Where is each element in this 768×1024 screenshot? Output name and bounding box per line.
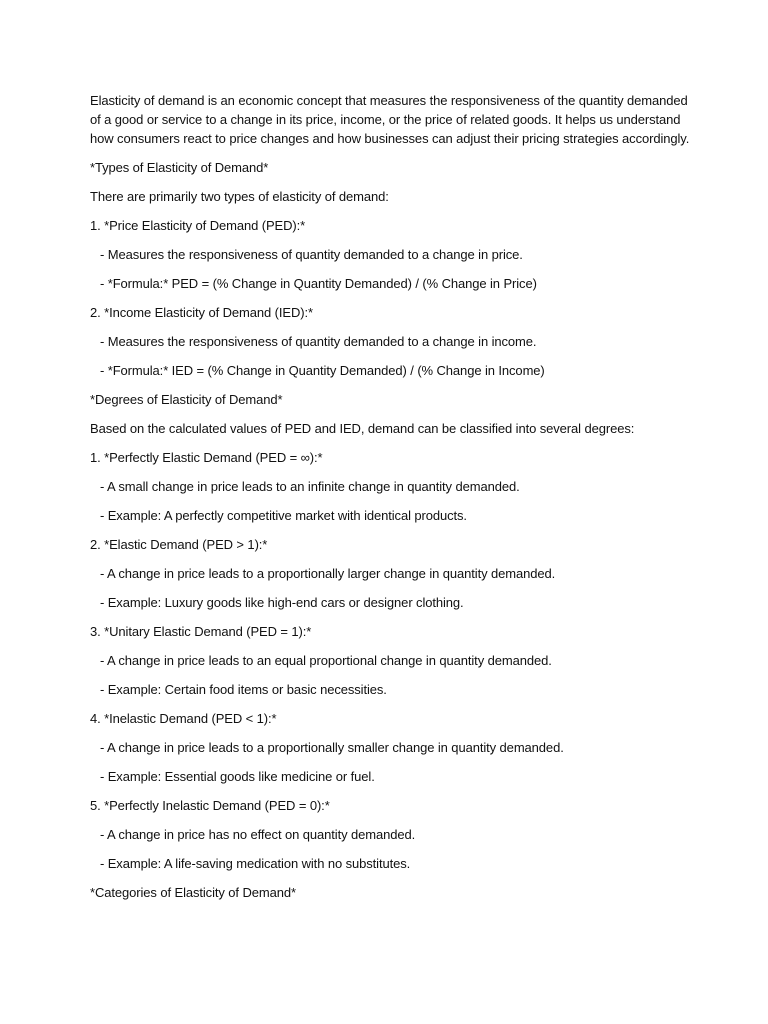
degree-1-example: - Example: A perfectly competitive market with identical products. xyxy=(100,507,467,523)
degree-1-heading: 1. *Perfectly Elastic Demand (PED = ∞):* xyxy=(90,449,323,465)
types-heading: *Types of Elasticity of Demand* xyxy=(90,159,269,175)
degrees-intro: Based on the calculated values of PED and IED, demand can be classified into several degrees: xyxy=(90,420,635,436)
ped-heading: 1. *Price Elasticity of Demand (PED):* xyxy=(90,217,306,233)
degree-4-example: - Example: Essential goods like medicine or fuel. xyxy=(100,768,375,784)
degree-3-example: - Example: Certain food items or basic necessities. xyxy=(100,681,387,697)
document-body xyxy=(90,92,690,913)
ied-formula: - *Formula:* IED = (% Change in Quantity Demanded) / (% Change in Income) xyxy=(100,362,545,378)
ied-description: - Measures the responsiveness of quantity demanded to a change in income. xyxy=(100,333,537,349)
degree-2-example: - Example: Luxury goods like high-end cars or designer clothing. xyxy=(100,594,464,610)
degree-1-description: - A small change in price leads to an infinite change in quantity demanded. xyxy=(100,478,520,494)
degree-2-description: - A change in price leads to a proportionally larger change in quantity demanded. xyxy=(100,565,556,581)
categories-heading: *Categories of Elasticity of Demand* xyxy=(90,884,296,900)
types-intro: There are primarily two types of elasticity of demand: xyxy=(90,188,389,204)
degree-5-heading: 5. *Perfectly Inelastic Demand (PED = 0):* xyxy=(90,797,330,813)
degrees-heading: *Degrees of Elasticity of Demand* xyxy=(90,391,283,407)
intro-paragraph: Elasticity of demand is an economic concept that measures the responsiveness of the quantity demanded of a good or service to a change in its price, income, or the price of related goods. It helps us understand how consumers react to price changes and how businesses can adjust their pricing strategies accordingly. xyxy=(90,93,690,146)
ped-formula: - *Formula:* PED = (% Change in Quantity Demanded) / (% Change in Price) xyxy=(100,275,537,291)
degree-5-example: - Example: A life-saving medication with no substitutes. xyxy=(100,855,411,871)
degree-3-heading: 3. *Unitary Elastic Demand (PED = 1):* xyxy=(90,623,312,639)
degree-4-description: - A change in price leads to a proportionally smaller change in quantity demanded. xyxy=(100,739,564,755)
degree-3-description: - A change in price leads to an equal proportional change in quantity demanded. xyxy=(100,652,552,668)
degree-2-heading: 2. *Elastic Demand (PED > 1):* xyxy=(90,536,268,552)
ied-heading: 2. *Income Elasticity of Demand (IED):* xyxy=(90,304,313,320)
ped-description: - Measures the responsiveness of quantity demanded to a change in price. xyxy=(100,246,523,262)
degree-5-description: - A change in price has no effect on quantity demanded. xyxy=(100,826,416,842)
degree-4-heading: 4. *Inelastic Demand (PED < 1):* xyxy=(90,710,277,726)
